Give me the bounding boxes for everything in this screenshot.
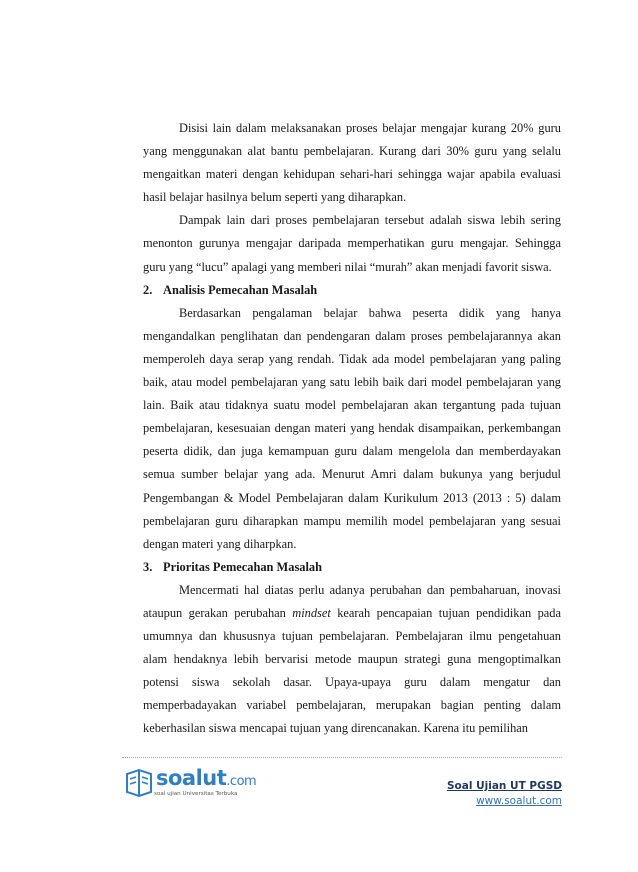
section-number: 2. (143, 282, 153, 297)
footer-title: Soal Ujian UT PGSD (447, 780, 562, 792)
italic-term: mindset (292, 605, 331, 620)
logo-wordmark: soalut.com (156, 766, 257, 790)
paragraph: Dampak lain dari proses pembelajaran tersebut adalah siswa lebih sering menonton gurunya mengajar daripada memperhatikan guru mengajar. Sehingga guru yang “lucu” apalagi yang memberi nilai “murah” akan menjadi favorit siswa. (143, 213, 561, 274)
section-number: 3. (143, 559, 153, 574)
document-body (143, 117, 561, 741)
section-heading (143, 556, 561, 579)
soalut-logo[interactable] (124, 766, 284, 806)
paragraph: Berdasarkan pengalaman belajar bahwa peserta didik yang hanya mengandalkan penglihatan dan pendengaran dalam proses pembelajarannya akan memperoleh daya serap yang rendah. Tidak ada model pembelajaran yang paling baik, atau model pembelajaran yang satu lebih baik dari model pembelajaran yang lain. Baik atau tidaknya suatu model pembelajaran akan tergantung pada tujuan pembelajaran, kesesuaian dengan materi yang hendak disampaikan, perkembangan peserta didik, dan juga kemampuan guru dalam mengelola dan memberdayakan semua sumber belajar yang ada. Menurut Amri dalam bukunya yang berjudul Pengembangan & Model Pembelajaran dalam Kurikulum 2013 (2013 : 5) dalam pembelajaran guru diharapkan mampu memilih model pembelajaran yang sesuai dengan materi yang diharpkan. (143, 305, 561, 551)
section-title: Prioritas Pemecahan Masalah (163, 559, 322, 574)
paragraph (143, 579, 561, 741)
section-title: Analisis Pemecahan Masalah (163, 282, 318, 297)
section-heading (143, 279, 561, 302)
logo-tagline: soal ujian Universitas Terbuka (154, 791, 238, 797)
paragraph-text: Mencermati hal diatas perlu adanya perubahan dan pembaharuan, inovasi ataupun gerakan perubahan (143, 582, 561, 620)
paragraph: Disisi lain dalam melaksanakan proses belajar mengajar kurang 20% guru yang menggunakan alat bantu pembelajaran. Kurang dari 30% guru yang selalu mengaitkan materi dengan kehidupan sehari-hari sehingga wajar apabila evaluasi hasil belajar hasilnya belum seperti yang diharapkan. (143, 121, 561, 205)
book-logo-icon (124, 768, 154, 803)
footer-divider (122, 757, 562, 758)
footer-info (447, 779, 562, 809)
paragraph-text: kearah pencapaian tujuan pendidikan pada umumnya dan khususnya tujuan pembelajaran. Pembelajaran ilmu pengetahuan alam hendaknya lebih bervarisi metode maupun strategi guna mengoptimalkan potensi siswa sekolah dasar. Upaya-upaya guru dalam mengatur dan memperbadayakan variabel pembelajaran, merupakan bagian penting dalam keberhasilan siswa mencapai tujuan yang direncanakan. Karena itu pemilihan (143, 605, 561, 736)
footer-link[interactable]: www.soalut.com (476, 795, 562, 807)
